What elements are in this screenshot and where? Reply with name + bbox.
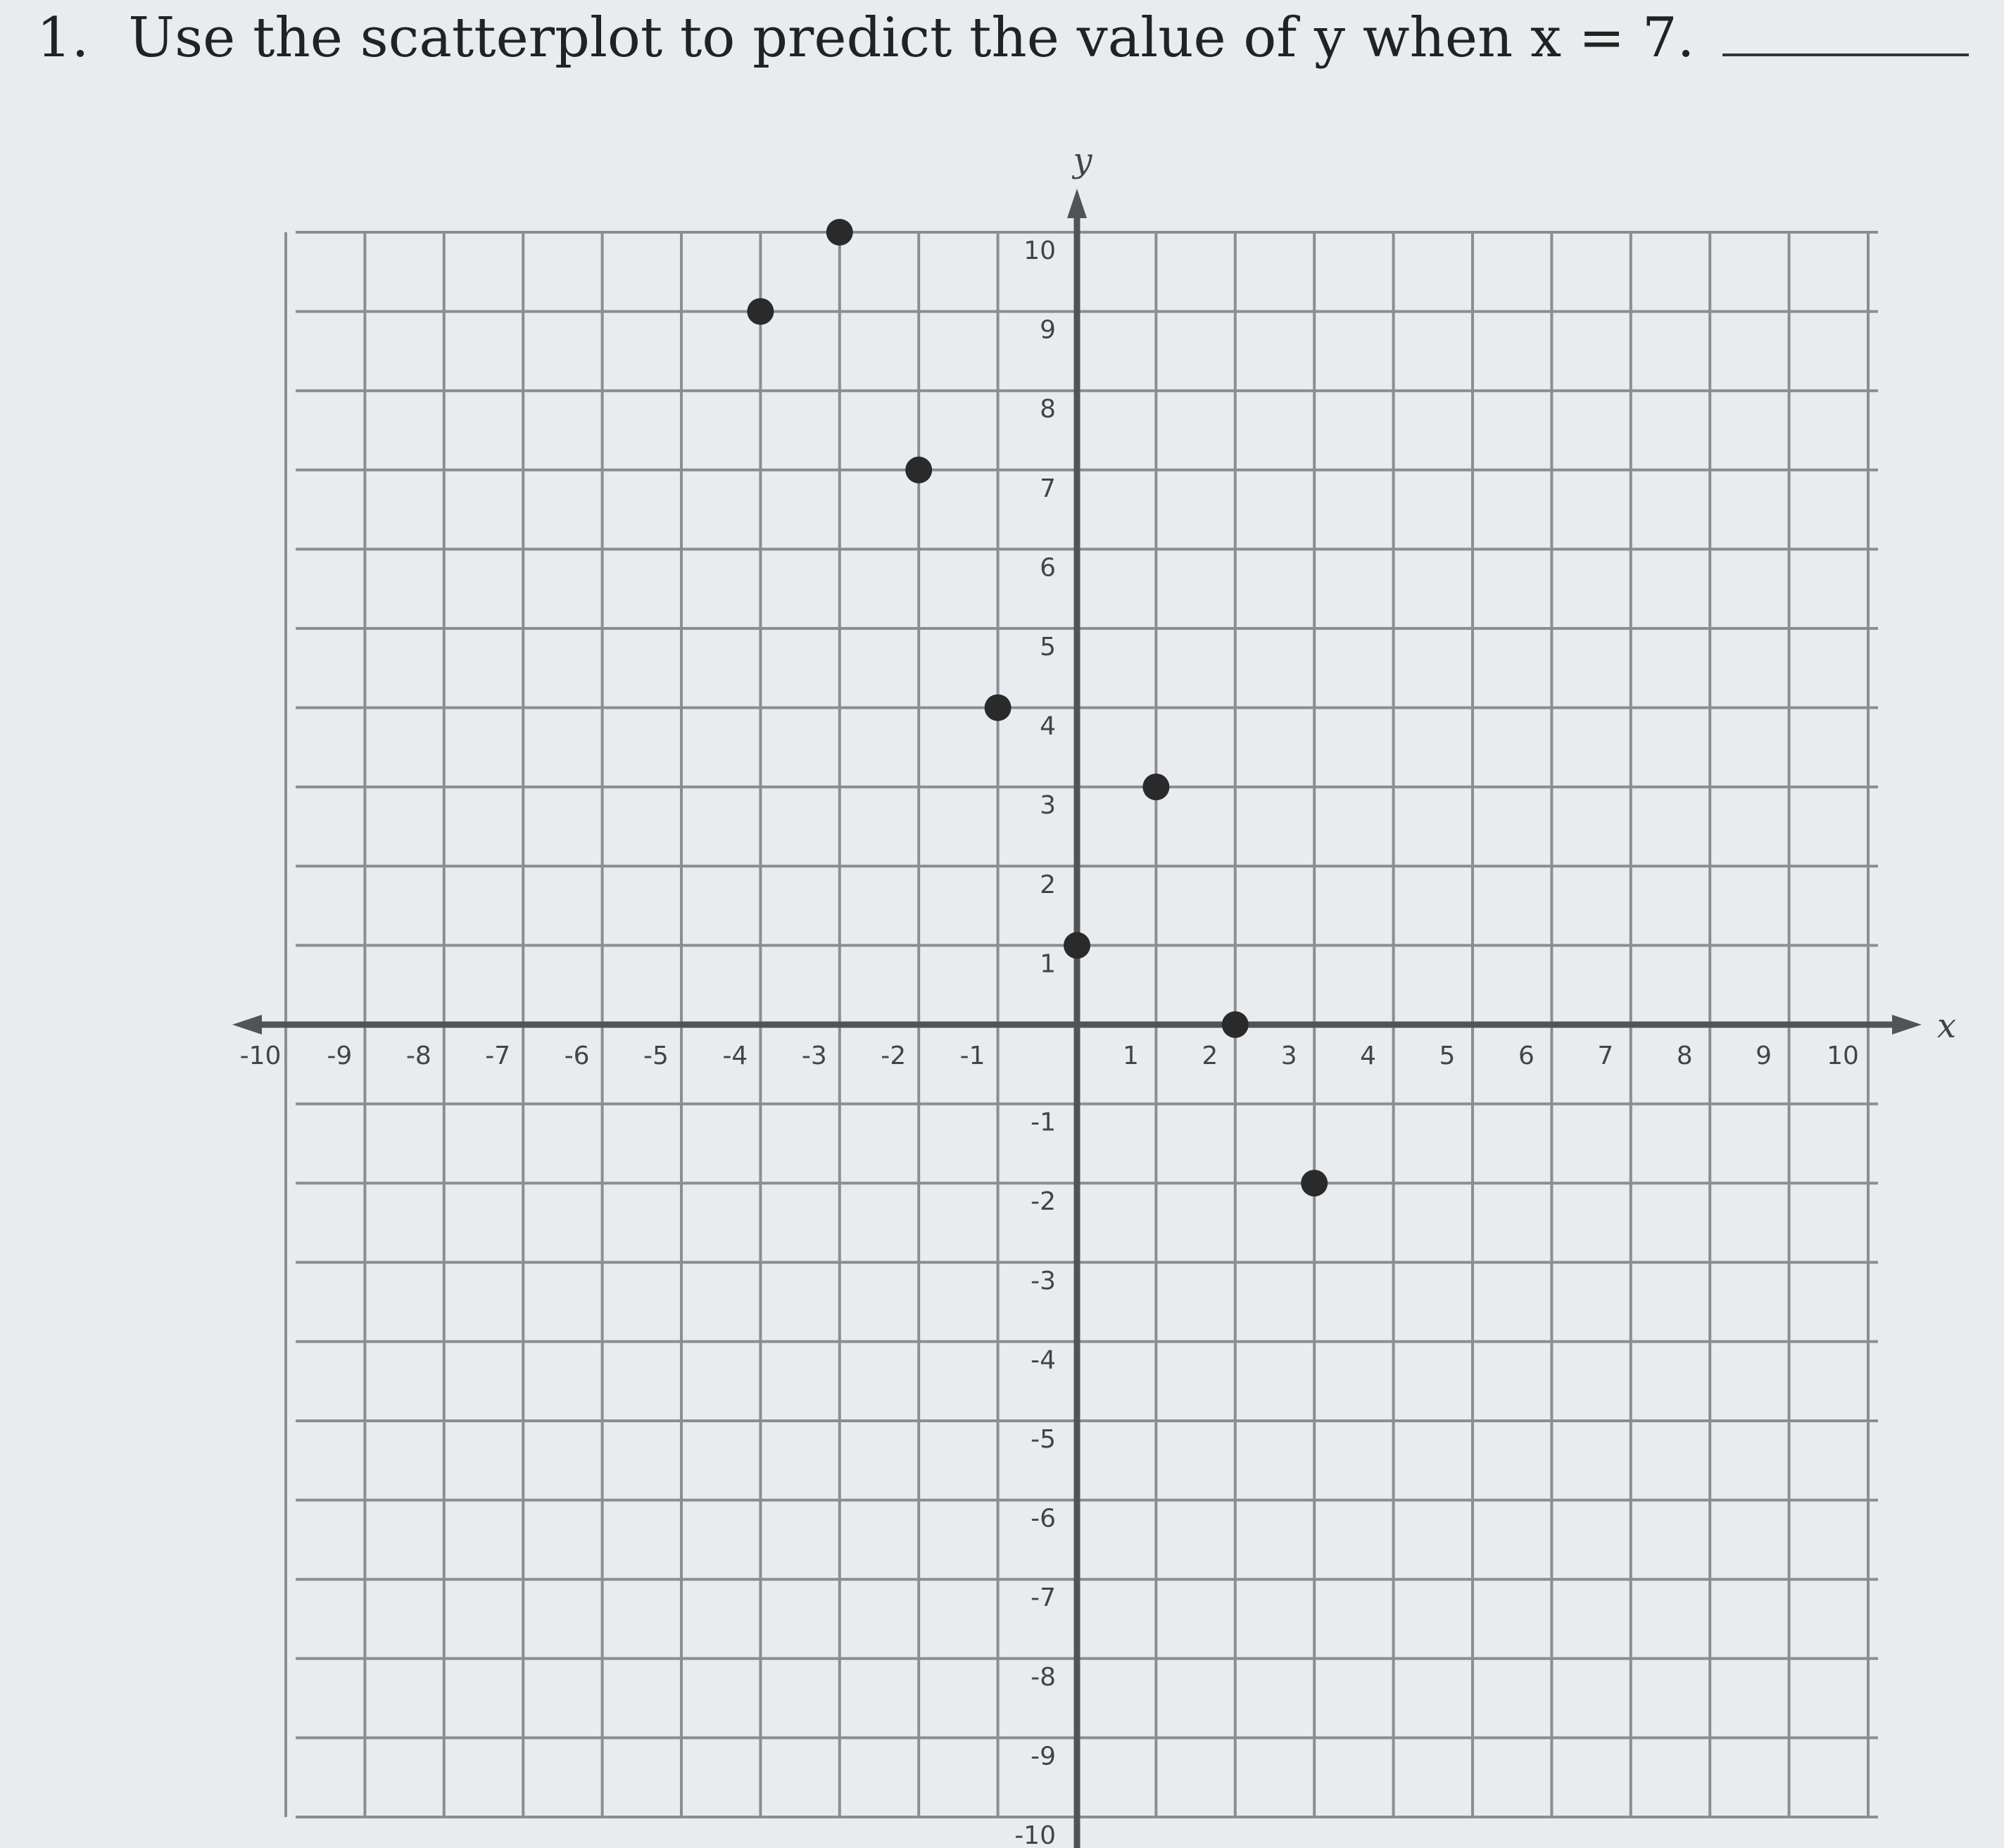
y-tick-label: -10	[1014, 1821, 1056, 1848]
y-tick-label: 10	[1023, 236, 1056, 265]
y-tick-label: -3	[1031, 1266, 1056, 1296]
data-point	[826, 219, 853, 246]
x-tick-label: -4	[722, 1042, 748, 1070]
y-axis-label: y	[1073, 141, 1092, 180]
y-axis-arrow-up	[1067, 189, 1087, 218]
x-tick-label: -7	[485, 1042, 511, 1070]
y-tick-label: -4	[1031, 1346, 1056, 1375]
data-point	[1301, 1170, 1328, 1196]
x-tick-label: 2	[1202, 1042, 1218, 1070]
x-tick-label: 3	[1280, 1042, 1297, 1070]
x-tick-label: -3	[801, 1042, 827, 1070]
y-tick-label: 9	[1040, 315, 1056, 345]
x-tick-label: 7	[1597, 1042, 1614, 1070]
x-tick-label: -2	[881, 1042, 907, 1070]
data-point	[747, 298, 774, 325]
x-tick-label: 8	[1676, 1042, 1693, 1070]
x-tick-label: 6	[1518, 1042, 1534, 1070]
x-tick-label: 10	[1827, 1042, 1859, 1070]
question-number: 1.	[37, 6, 89, 70]
data-point	[1142, 773, 1169, 800]
question-text: Use the scatterplot to predict the value of y when x = 7.	[128, 6, 1695, 70]
y-tick-label: 7	[1040, 474, 1056, 503]
y-tick-label: 5	[1040, 633, 1056, 662]
y-tick-label: -9	[1031, 1742, 1056, 1771]
x-tick-label: 5	[1439, 1042, 1456, 1070]
y-tick-label: -1	[1031, 1108, 1056, 1137]
y-tick-label: -7	[1031, 1583, 1056, 1613]
y-tick-label: 3	[1040, 791, 1056, 821]
x-tick-label: -9	[327, 1042, 353, 1070]
y-tick-label: -6	[1031, 1504, 1056, 1533]
y-tick-label: 8	[1040, 395, 1056, 424]
x-tick-label: 1	[1122, 1042, 1139, 1070]
y-tick-label: 4	[1040, 711, 1056, 741]
data-point	[1064, 932, 1090, 958]
y-tick-label: -2	[1031, 1187, 1056, 1217]
y-tick-label: 6	[1040, 553, 1056, 583]
data-point	[1222, 1011, 1249, 1038]
x-axis-arrow-left	[232, 1015, 262, 1034]
y-tick-label: -5	[1031, 1425, 1056, 1454]
x-tick-label: -10	[239, 1042, 282, 1070]
y-tick-label: 1	[1040, 949, 1056, 979]
y-tick-label: -8	[1031, 1662, 1056, 1692]
x-tick-label: -5	[643, 1042, 669, 1070]
axes	[232, 141, 1956, 1848]
x-axis-label: x	[1937, 1006, 1957, 1046]
x-tick-label: -1	[959, 1042, 985, 1070]
tick-labels	[240, 236, 1859, 1848]
x-tick-label: 4	[1360, 1042, 1377, 1070]
x-axis-arrow-right	[1892, 1015, 1922, 1034]
data-point	[985, 695, 1012, 721]
data-point	[905, 457, 932, 483]
x-tick-label: 9	[1756, 1042, 1772, 1070]
x-tick-label: -6	[564, 1042, 590, 1070]
y-tick-label: 2	[1040, 870, 1056, 899]
x-tick-label: -8	[405, 1042, 431, 1070]
